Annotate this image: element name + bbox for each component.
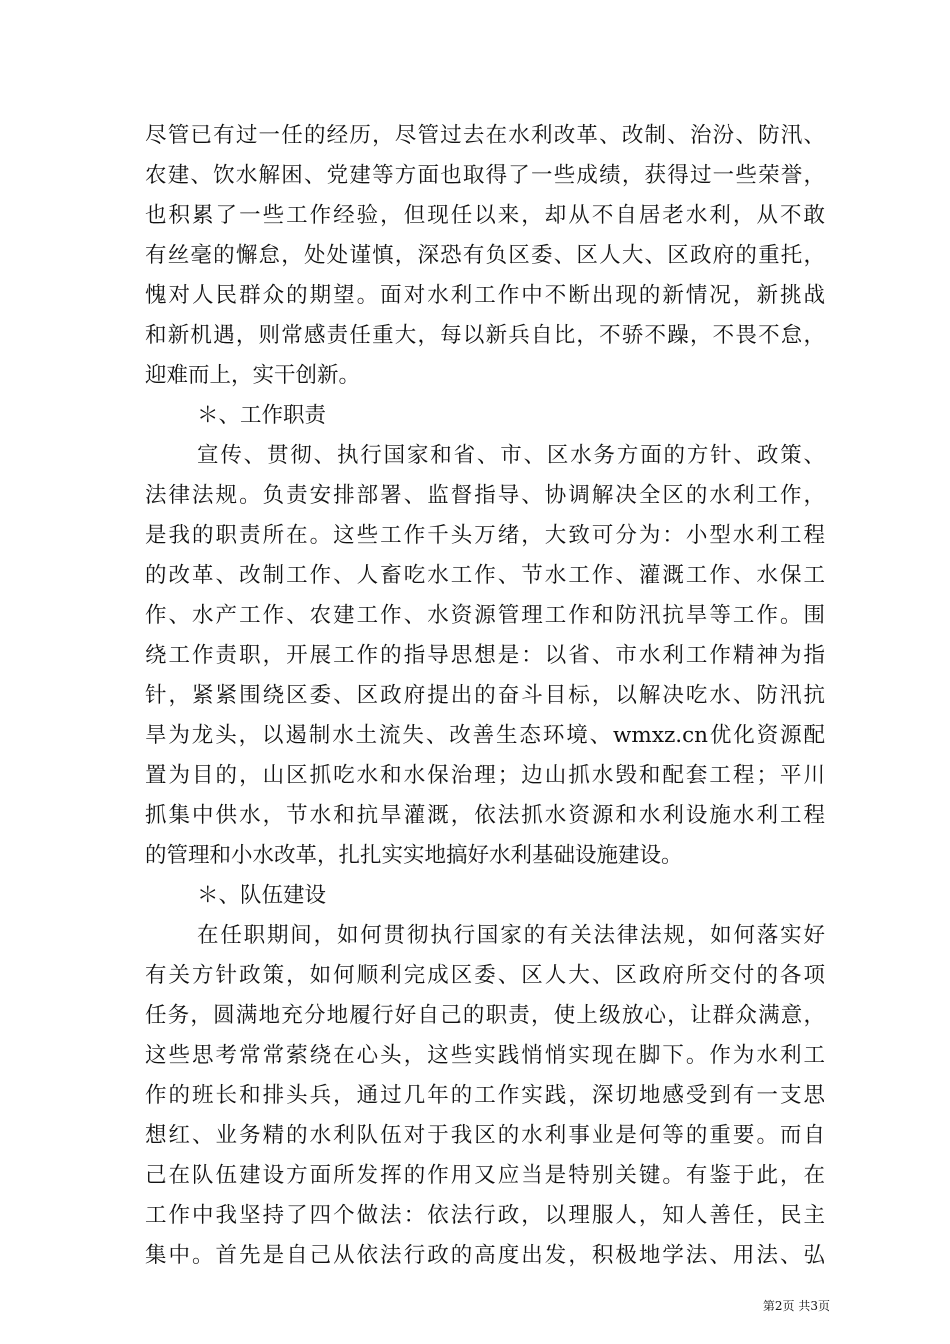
text-line: 法律法规。负责安排部署、监督指导、协调解决全区的水利工作， <box>145 483 825 508</box>
text-line: 这些思考常常萦绕在心头，这些实践悄悄实现在脚下。作为水利工 <box>145 1043 825 1068</box>
text-line: 的管理和小水改革，扎扎实实地搞好水利基础设施建设。 <box>145 843 683 868</box>
text-line: 作、水产工作、农建工作、水资源管理工作和防汛抗旱等工作。围 <box>145 603 825 628</box>
text-line: 工作中我坚持了四个做法：依法行政，以理服人，知人善任，民主 <box>145 1203 825 1228</box>
section-heading-duties: ＊、工作职责 <box>197 403 327 428</box>
text-line: 的改革、改制工作、人畜吃水工作、节水工作、灌溉工作、水保工 <box>145 563 825 588</box>
text-line: 己在队伍建设方面所发挥的作用又应当是特别关键。有鉴于此，在 <box>145 1163 825 1188</box>
text-line: 有关方针政策，如何顺利完成区委、区人大、区政府所交付的各项 <box>145 963 825 988</box>
text-line: 有丝毫的懈怠，处处谨慎，深恐有负区委、区人大、区政府的重托， <box>145 243 825 268</box>
text-line: 置为目的，山区抓吃水和水保治理；边山抓水毁和配套工程；平川 <box>145 763 825 788</box>
section-heading-team: ＊、队伍建设 <box>197 883 327 908</box>
text-line: 是我的职责所在。这些工作千头万绪，大致可分为：小型水利工程 <box>145 523 825 548</box>
text-line: 任务，圆满地充分地履行好自己的职责，使上级放心，让群众满意， <box>145 1003 825 1028</box>
text-line: 作的班长和排头兵，通过几年的工作实践，深切地感受到有一支思 <box>145 1083 825 1108</box>
text-line: 绕工作责职，开展工作的指导思想是：以省、市水利工作精神为指 <box>145 643 825 668</box>
page-number-footer: 第2页 共3页 <box>762 1299 830 1313</box>
text-line: 在任职期间，如何贯彻执行国家的有关法律法规，如何落实好 <box>197 923 825 948</box>
text-line: 抓集中供水，节水和抗旱灌溉，依法抓水资源和水利设施水利工程 <box>145 803 825 828</box>
text-line: 集中。首先是自己从依法行政的高度出发，积极地学法、用法、弘 <box>145 1243 825 1268</box>
text-line: 农建、饮水解困、党建等方面也取得了一些成绩，获得过一些荣誉， <box>145 163 825 188</box>
text-line: 想红、业务精的水利队伍对于我区的水利事业是何等的重要。而自 <box>145 1123 825 1148</box>
text-line: 迎难而上，实干创新。 <box>145 363 361 388</box>
text-line: 和新机遇，则常感责任重大，每以新兵自比，不骄不躁，不畏不怠， <box>145 323 825 348</box>
text-line: 尽管已有过一任的经历，尽管过去在水利改革、改制、治汾、防汛、 <box>145 123 825 148</box>
text-line: 愧对人民群众的期望。面对水利工作中不断出现的新情况，新挑战 <box>145 283 825 308</box>
text-line: 也积累了一些工作经验，但现任以来，却从不自居老水利，从不敢 <box>145 203 825 228</box>
text-line: 宣传、贯彻、执行国家和省、市、区水务方面的方针、政策、 <box>197 443 825 468</box>
text-line: 针，紧紧围绕区委、区政府提出的奋斗目标，以解决吃水、防汛抗 <box>145 683 825 708</box>
text-line: 旱为龙头，以遏制水土流失、改善生态环境、wmxz.cn优化资源配 <box>145 723 825 748</box>
